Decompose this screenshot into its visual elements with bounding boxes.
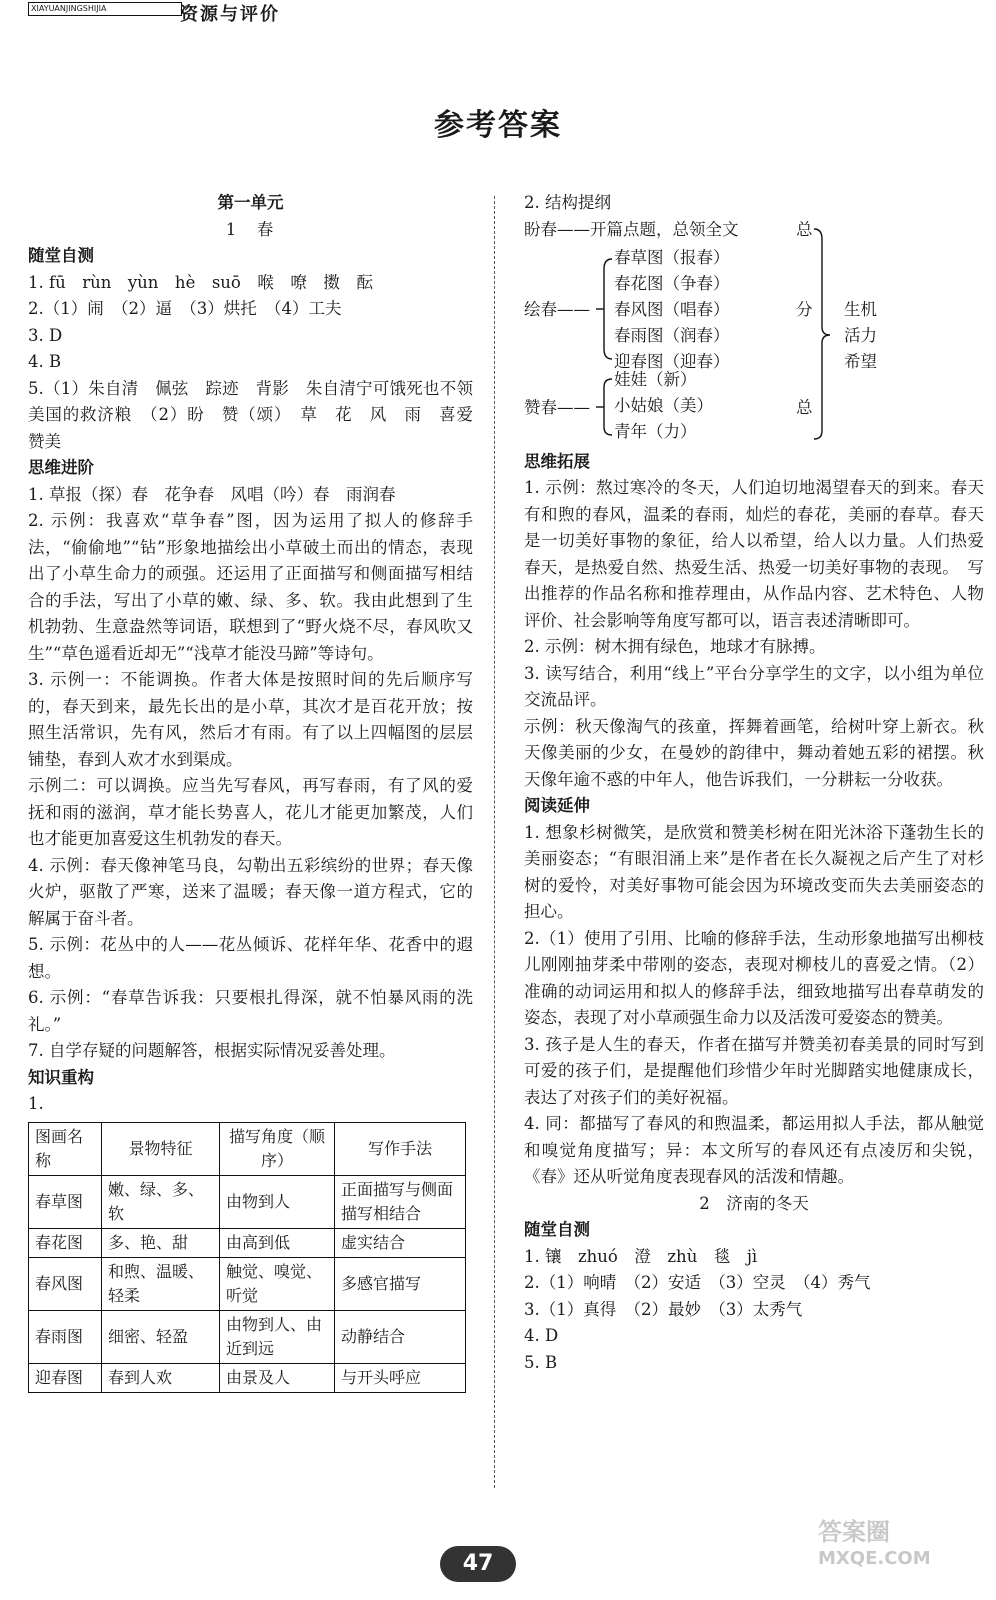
- table-row: [29, 1310, 466, 1363]
- outline-theme: 希望: [844, 351, 877, 371]
- table-cell: 春花图: [29, 1228, 102, 1257]
- answer-line: 2.（1）闹 （2）逼 （3）烘托 （4）工夫: [28, 299, 342, 318]
- table-row: [29, 1257, 466, 1310]
- table-cell: 春雨图: [29, 1310, 102, 1363]
- outline-item: 春风图（唱春）: [614, 299, 730, 319]
- outline-pan: 盼春——开篇点题，总领全文: [524, 219, 739, 239]
- answer-line: 1.: [28, 1094, 44, 1113]
- knowledge-table: [28, 1122, 466, 1393]
- answer-line: 示例：秋天像淘气的孩童，挥舞着画笔，给树叶穿上新衣。秋天像美丽的少女，在曼妙的韵律中，舞动着她五彩的裙摆。秋天像年逾不惑的中年人，他告诉我们，一分耕耘一分收获。: [524, 716, 984, 789]
- table-cell: 动静结合: [335, 1310, 466, 1363]
- table-cell: 迎春图: [29, 1363, 102, 1392]
- answer-line: 2.（1）使用了引用、比喻的修辞手法，生动形象地描写出柳枝儿刚刚抽芽柔中带刚的姿态，表现对柳枝儿的喜爱之情。（2）准确的动词运用和拟人的修辞手法，细致地描写出春草萌发的姿态，表现了对小草顽强生命力以及活泼可爱姿态的赞美。: [524, 928, 984, 1027]
- right-column: [524, 190, 984, 1376]
- running-header: [0, 0, 300, 25]
- table-cell: 春风图: [29, 1257, 102, 1310]
- table-cell: 正面描写与侧面描写相结合: [335, 1175, 466, 1228]
- table-cell: 与开头呼应: [335, 1363, 466, 1392]
- section-heading: 知识重构: [28, 1067, 94, 1087]
- table-header-cell: 图画名称: [29, 1122, 102, 1175]
- answer-line: 示例二：可以调换。应当先写春风，再写春雨，有了风的爱抚和雨的滋润，草才能长势喜人，花儿才能更加繁茂，人们也才能更加喜爱这生机勃发的春天。: [28, 776, 473, 848]
- table-cell: 春草图: [29, 1175, 102, 1228]
- table-cell: 虚实结合: [335, 1228, 466, 1257]
- outline-item: 迎春图（迎春）: [614, 351, 730, 371]
- answer-line: 3.（1）真得 （2）最妙 （3）太秀气: [524, 1299, 803, 1319]
- answer-line: 2.（1）响晴 （2）安适 （3）空灵 （4）秀气: [524, 1273, 871, 1292]
- section-heading: 思维进阶: [28, 458, 94, 477]
- answer-line: 5. B: [524, 1352, 558, 1372]
- table-header-cell: 描写角度（顺序）: [220, 1122, 335, 1175]
- page-number: 47: [440, 1546, 516, 1582]
- outline-theme: 活力: [844, 325, 877, 345]
- left-column: [28, 190, 490, 1393]
- answer-line: 1. 示例：熬过寒冷的冬天，人们迫切地渴望春天的到来。春天有和煦的春风，温柔的春雨，灿烂的春花，美丽的春草。春天是一切美好事物的象征，给人以希望，给人以力量。人们热爱春天，是热爱自然、热爱生活、热爱一切美好事物的表现。 写出推荐的作品名称和推荐理由，从作品内容、艺术特色、人物评价、社会影响等角度写都可以，语言表述清晰即可。: [524, 478, 984, 630]
- outline-item: 春草图（报春）: [614, 247, 730, 267]
- answer-line: 4. 同：都描写了春风的和煦温柔，都运用拟人手法，都从触觉和嗅觉角度描写；异：本文所写的春风还有点凌厉和尖锐，《春》还从听觉角度表现春风的活泼和情趣。: [524, 1114, 984, 1186]
- answer-line: 2. 示例：我喜欢“草争春”图，因为运用了拟人的修辞手法，“偷偷地”“钻”形象地描绘出小草破土而出的情态，表现出了小草生命力的顽强。还运用了正面描写和侧面描写相结合的手法，写出了小草的嫩、绿、多、软。我由此想到了生机勃勃、生意盎然等词语，联想到了“野火烧不尽，春风吹又生”“草色遥看近却无”“浅草才能没马蹄”等诗句。: [28, 511, 473, 663]
- table-cell: 多感官描写: [335, 1257, 466, 1310]
- answer-line: 3. 孩子是人生的春天，作者在描写并赞美初春美景的同时写到可爱的孩子们，是提醒他们珍惜少年时光脚踏实地健康成长，表达了对孩子们的美好祝福。: [524, 1034, 984, 1107]
- answer-line: 4. D: [524, 1326, 559, 1345]
- page-title: 参考答案: [434, 108, 562, 143]
- answer-line: 1. 草报（探）春 花争春 风唱（吟）春 雨润春: [28, 484, 396, 504]
- answer-line: 2. 示例：树木拥有绿色，地球才有脉搏。: [524, 637, 826, 656]
- answer-line: 5. 示例：花丛中的人——花丛倾诉、花样年华、花香中的遐想。: [28, 935, 473, 981]
- answer-line: 2. 结构提纲: [524, 193, 611, 212]
- outline-hui: 绘春——: [524, 299, 590, 319]
- table-row: [29, 1228, 466, 1257]
- answer-line: 1. 镶 zhuó 澄 zhù 毯 jì: [524, 1246, 758, 1266]
- answer-line: 4. B: [28, 352, 62, 371]
- table-header-cell: 景物特征: [102, 1122, 220, 1175]
- table-cell: 由高到低: [220, 1228, 335, 1257]
- table-cell: 和煦、温暖、轻柔: [102, 1257, 220, 1310]
- answer-line: 7. 自学存疑的问题解答，根据实际情况妥善处理。: [28, 1041, 396, 1060]
- table-header-row: [29, 1122, 466, 1175]
- watermark-url: MXQE.COM: [818, 1548, 931, 1569]
- table-cell: 嫩、绿、多、软: [102, 1175, 220, 1228]
- table-cell: 春到人欢: [102, 1363, 220, 1392]
- answer-line: 5.（1）朱自清 佩弦 踪迹 背影 朱自清宁可饿死也不领美国的救济粮 （2）盼 赞（颂） 草 花 风 雨 喜爱 赞美: [28, 378, 490, 451]
- outline-item: 青年（力）: [614, 421, 697, 441]
- lesson-heading: 2 济南的冬天: [699, 1193, 809, 1213]
- answer-line: 6. 示例：“春草告诉我：只要根扎得深，就不怕暴风雨的洗礼。”: [28, 988, 473, 1034]
- section-heading: 思维拓展: [524, 451, 590, 471]
- outline-item: 小姑娘（美）: [614, 395, 713, 415]
- outline-zong: 总: [796, 397, 813, 417]
- outline-item: 春花图（争春）: [614, 273, 730, 293]
- lesson-heading: 1 春: [225, 219, 276, 239]
- answer-line: 4. 示例：春天像神笔马良，勾勒出五彩缤纷的世界；春天像火炉，驱散了严寒，送来了温暖；春天像一道方程式，它的解属于奋斗者。: [28, 855, 473, 928]
- outline-zan: 赞春——: [524, 397, 590, 417]
- unit-heading: 第一单元: [217, 193, 284, 212]
- answer-line: 3. 示例一：不能调换。作者大体是按照时间的先后顺序写的，春天到来，最先长出的是小草，其次才是百花开放；按照生活常识，先有风，然后才有雨。有了以上四幅图的层层铺垫，春到人欢才水到渠成。: [28, 670, 473, 769]
- table-cell: 多、艳、甜: [102, 1228, 220, 1257]
- answer-line: 1. 想象杉树微笑，是欣赏和赞美杉树在阳光沐浴下蓬勃生长的美丽姿态；“有眼泪涌上来”是作者在长久凝视之后产生了对杉树的爱怜，对美好事物可能会因为环境改变而失去美丽姿态的担心。: [524, 822, 984, 921]
- header-series-box: XIAYUANJINGSHIJIA: [28, 2, 182, 16]
- table-row: [29, 1363, 466, 1392]
- header-brand: 资源与评价: [180, 4, 280, 25]
- answer-line: 3. D: [28, 325, 63, 345]
- answer-line: 1. fū rùn yùn hè suō 喉 嘹 擞 酝: [28, 272, 373, 292]
- structure-outline: [524, 217, 984, 443]
- table-header-cell: 写作手法: [335, 1122, 466, 1175]
- outline-fen: 分: [796, 299, 813, 319]
- table-cell: 细密、轻盈: [102, 1310, 220, 1363]
- answer-line: 3. 读写结合，利用“线上”平台分享学生的文字，以小组为单位交流品评。: [524, 663, 984, 709]
- outline-zong: 总: [796, 219, 813, 239]
- outline-item: 春雨图（润春）: [614, 325, 730, 345]
- table-cell: 由物到人: [220, 1175, 335, 1228]
- outline-theme: 生机: [844, 299, 877, 319]
- table-cell: 由景及人: [220, 1363, 335, 1392]
- column-divider: [494, 196, 495, 1488]
- table-cell: 由物到人、由近到远: [220, 1310, 335, 1363]
- outline-braces: [524, 217, 984, 443]
- watermark-logo: 答案圈: [818, 1518, 890, 1546]
- section-heading: 随堂自测: [28, 246, 94, 265]
- section-heading: 随堂自测: [524, 1220, 590, 1239]
- table-row: [29, 1175, 466, 1228]
- outline-item: 娃娃（新）: [614, 369, 697, 389]
- table-cell: 触觉、嗅觉、听觉: [220, 1257, 335, 1310]
- section-heading: 阅读延伸: [524, 796, 590, 815]
